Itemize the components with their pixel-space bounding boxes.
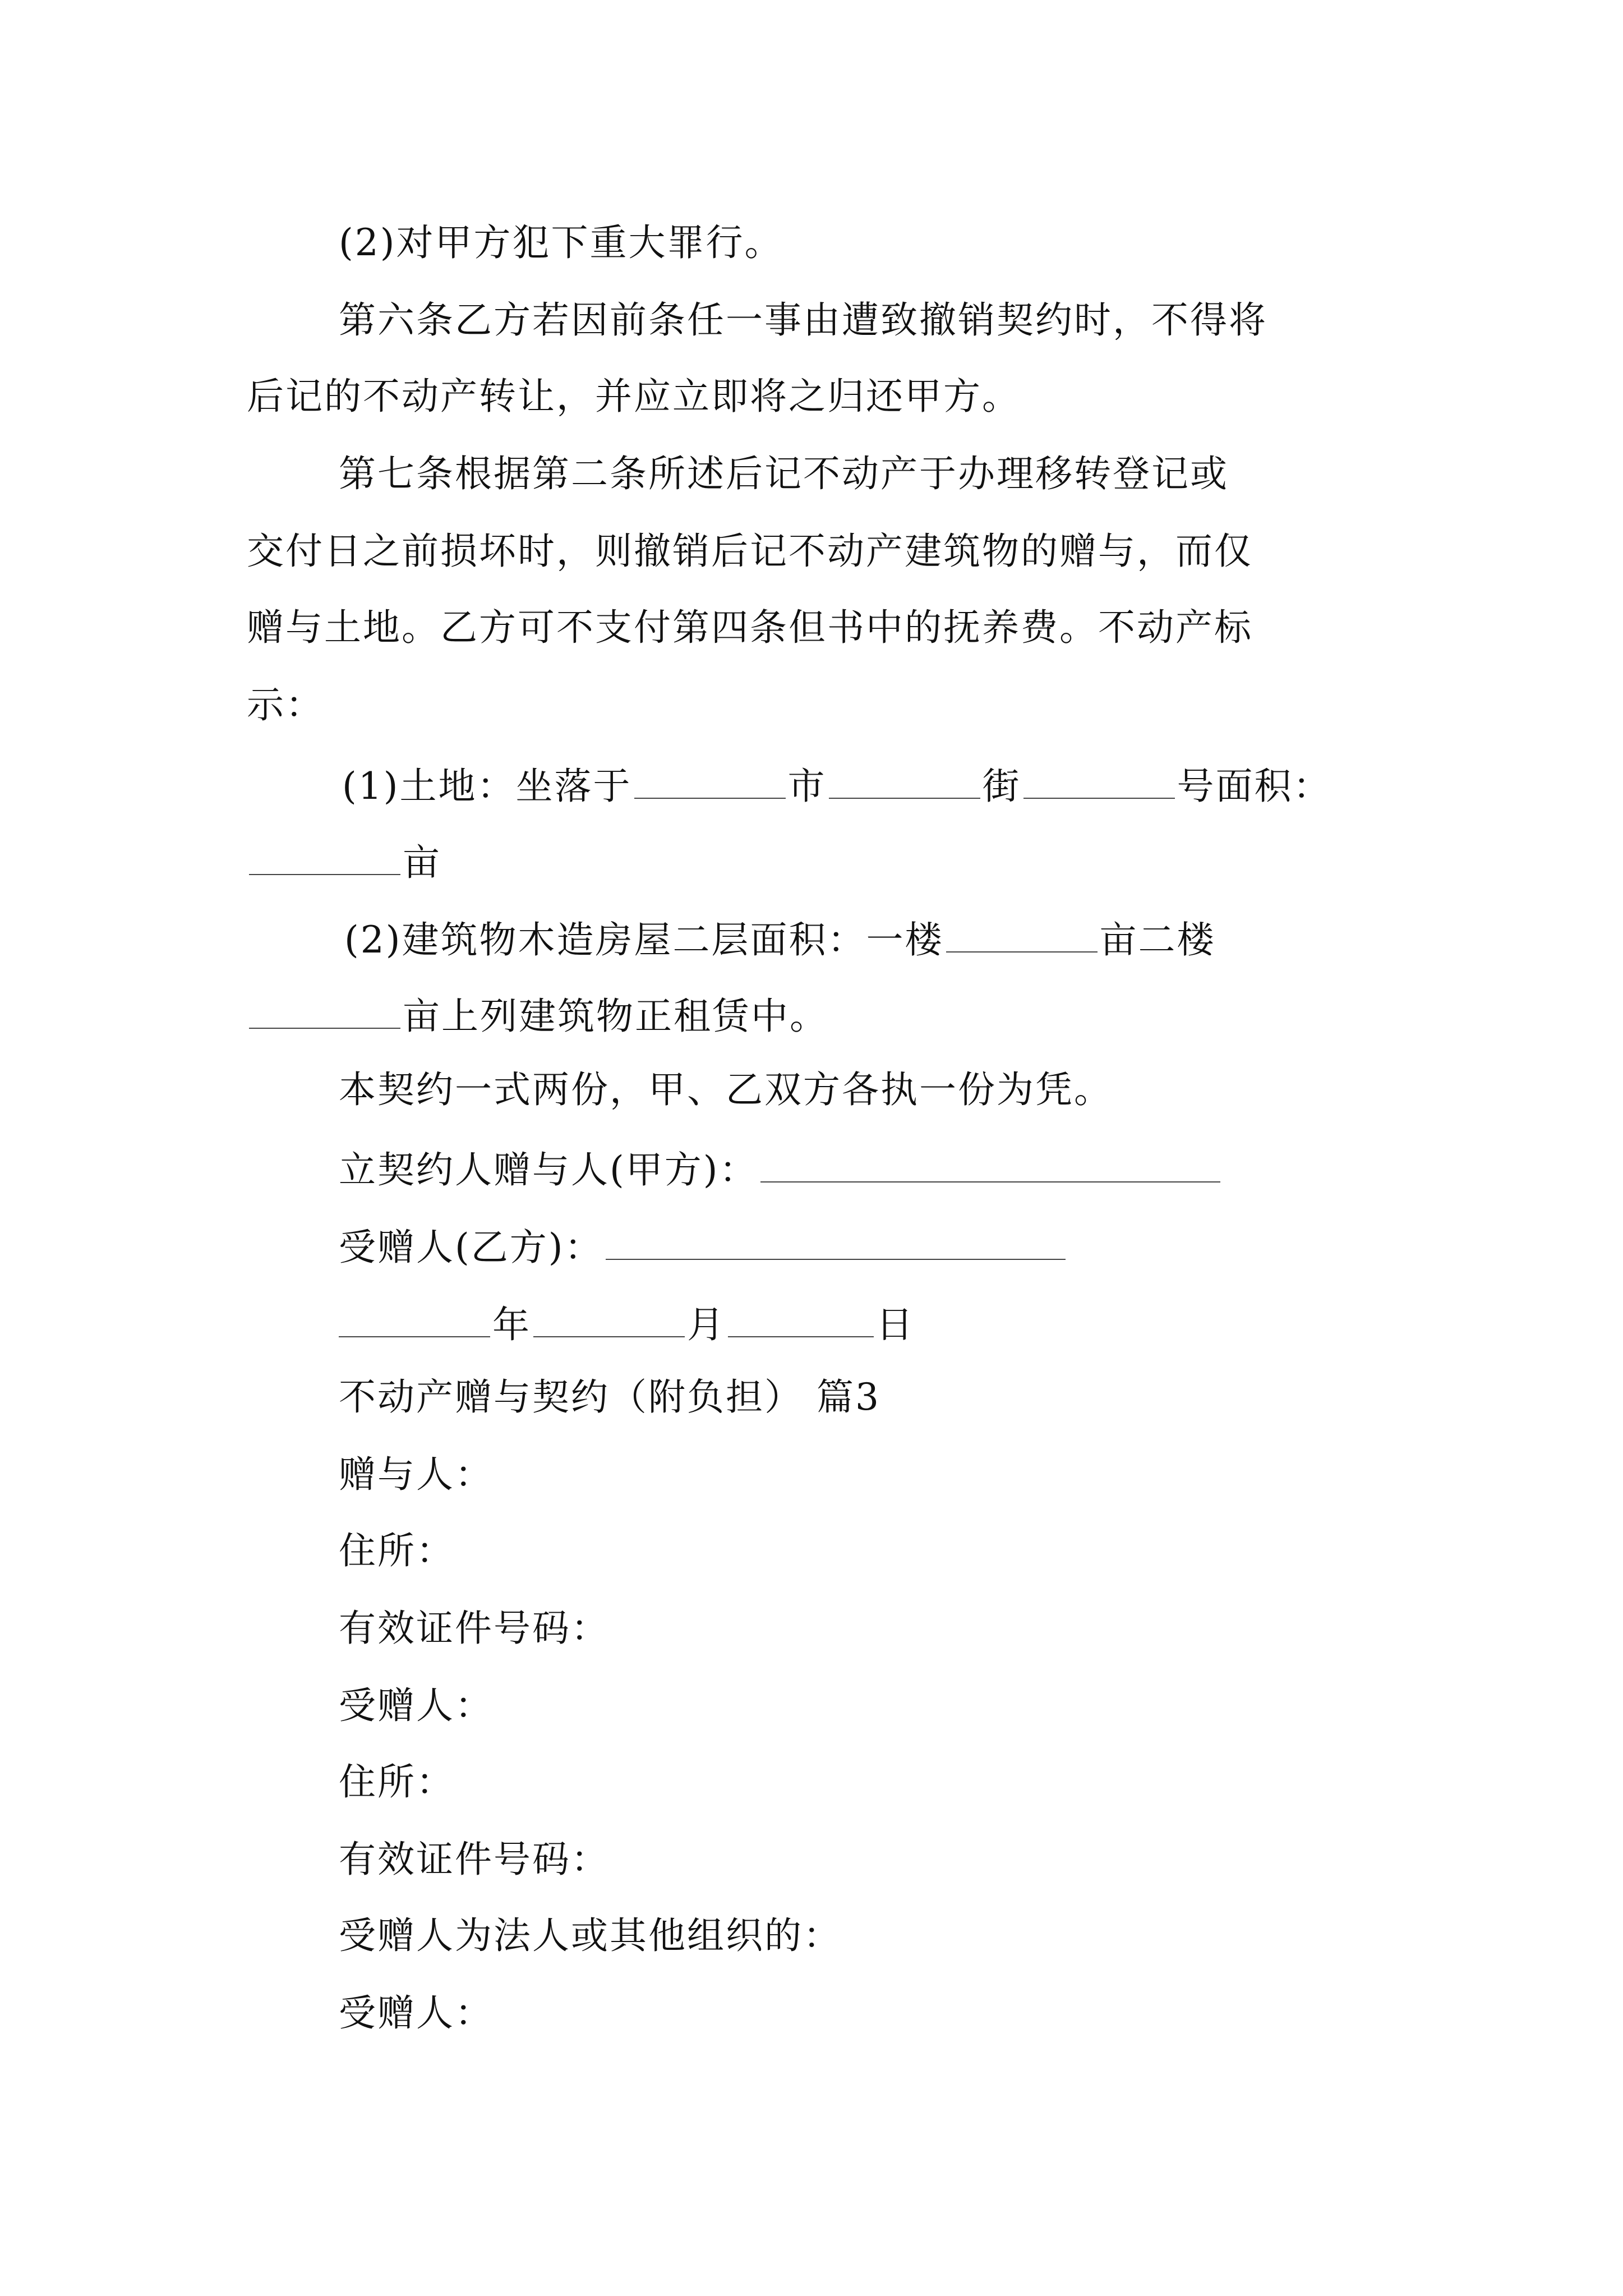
building-line (344, 918, 1216, 959)
donee-address-field: 住所： (339, 1760, 455, 1803)
land-city: 市 (787, 765, 827, 808)
donor-address-field: 住所： (339, 1529, 455, 1572)
day-blank (728, 1303, 874, 1337)
land-prefix: (1)土地：坐落于 (342, 765, 632, 808)
land-line (342, 764, 1332, 808)
clause-6-line-1: 第六条乙方若因前条任一事由遭致撤销契约时，不得将 (339, 298, 1267, 342)
clause-7-line-3: 赠与土地。乙方可不支付第四条但书中的抚养费。不动产标 (247, 606, 1253, 649)
land-unit: 亩 (403, 841, 441, 884)
donor-sign-blank (760, 1148, 1220, 1182)
street-blank (829, 764, 980, 799)
date-day: 日 (876, 1303, 915, 1346)
clause-6-line-2: 后记的不动产转让，并应立即将之归还甲方。 (247, 375, 1021, 418)
building-line-2 (247, 994, 828, 1038)
month-blank (533, 1303, 685, 1337)
city-blank (634, 764, 786, 799)
donee-id-field: 有效证件号码： (339, 1838, 610, 1881)
donee-org-field: 受赠人为法人或其他组织的： (339, 1914, 842, 1957)
land-street: 街 (982, 765, 1021, 808)
building-suffix: 亩上列建筑物正租赁中。 (403, 995, 828, 1038)
section-title: 不动产赠与契约（附负担） 篇3 (339, 1375, 880, 1419)
donee-sign-blank (606, 1225, 1066, 1260)
copies-line: 本契约一式两份，甲、乙双方各执一份为凭。 (339, 1068, 1113, 1111)
first-floor-blank (946, 918, 1098, 953)
date-line (336, 1303, 915, 1346)
donor-sign-line (339, 1148, 1223, 1189)
land-number-area: 号面积： (1177, 765, 1332, 808)
area-blank (249, 840, 400, 875)
clause-item-2: (2)对甲方犯下重大罪行。 (339, 221, 783, 264)
date-year: 年 (492, 1303, 531, 1346)
second-floor-blank (249, 994, 400, 1029)
donor-sign-label: 立契约人赠与人(甲方)： (339, 1148, 758, 1191)
donee-field-2: 受赠人： (339, 1991, 494, 2035)
number-blank (1023, 764, 1175, 799)
donor-field: 赠与人： (339, 1453, 494, 1496)
land-area-line (247, 840, 441, 884)
donor-id-field: 有效证件号码： (339, 1607, 610, 1650)
donee-field: 受赠人： (339, 1684, 494, 1727)
clause-7-line-1: 第七条根据第二条所述后记不动产于办理移转登记或 (339, 452, 1229, 495)
building-second-floor: 亩二楼 (1099, 918, 1216, 961)
donee-sign-label: 受赠人(乙方)： (339, 1226, 603, 1269)
donee-sign-line (339, 1225, 1068, 1269)
building-prefix: (2)建筑物木造房屋二层面积：一楼 (344, 918, 944, 961)
clause-7-line-2: 交付日之前损坏时，则撤销后记不动产建筑物的赠与，而仅 (247, 530, 1253, 573)
clause-7-line-4: 示： (247, 683, 324, 726)
date-month: 月 (687, 1303, 726, 1346)
year-blank (339, 1303, 490, 1337)
